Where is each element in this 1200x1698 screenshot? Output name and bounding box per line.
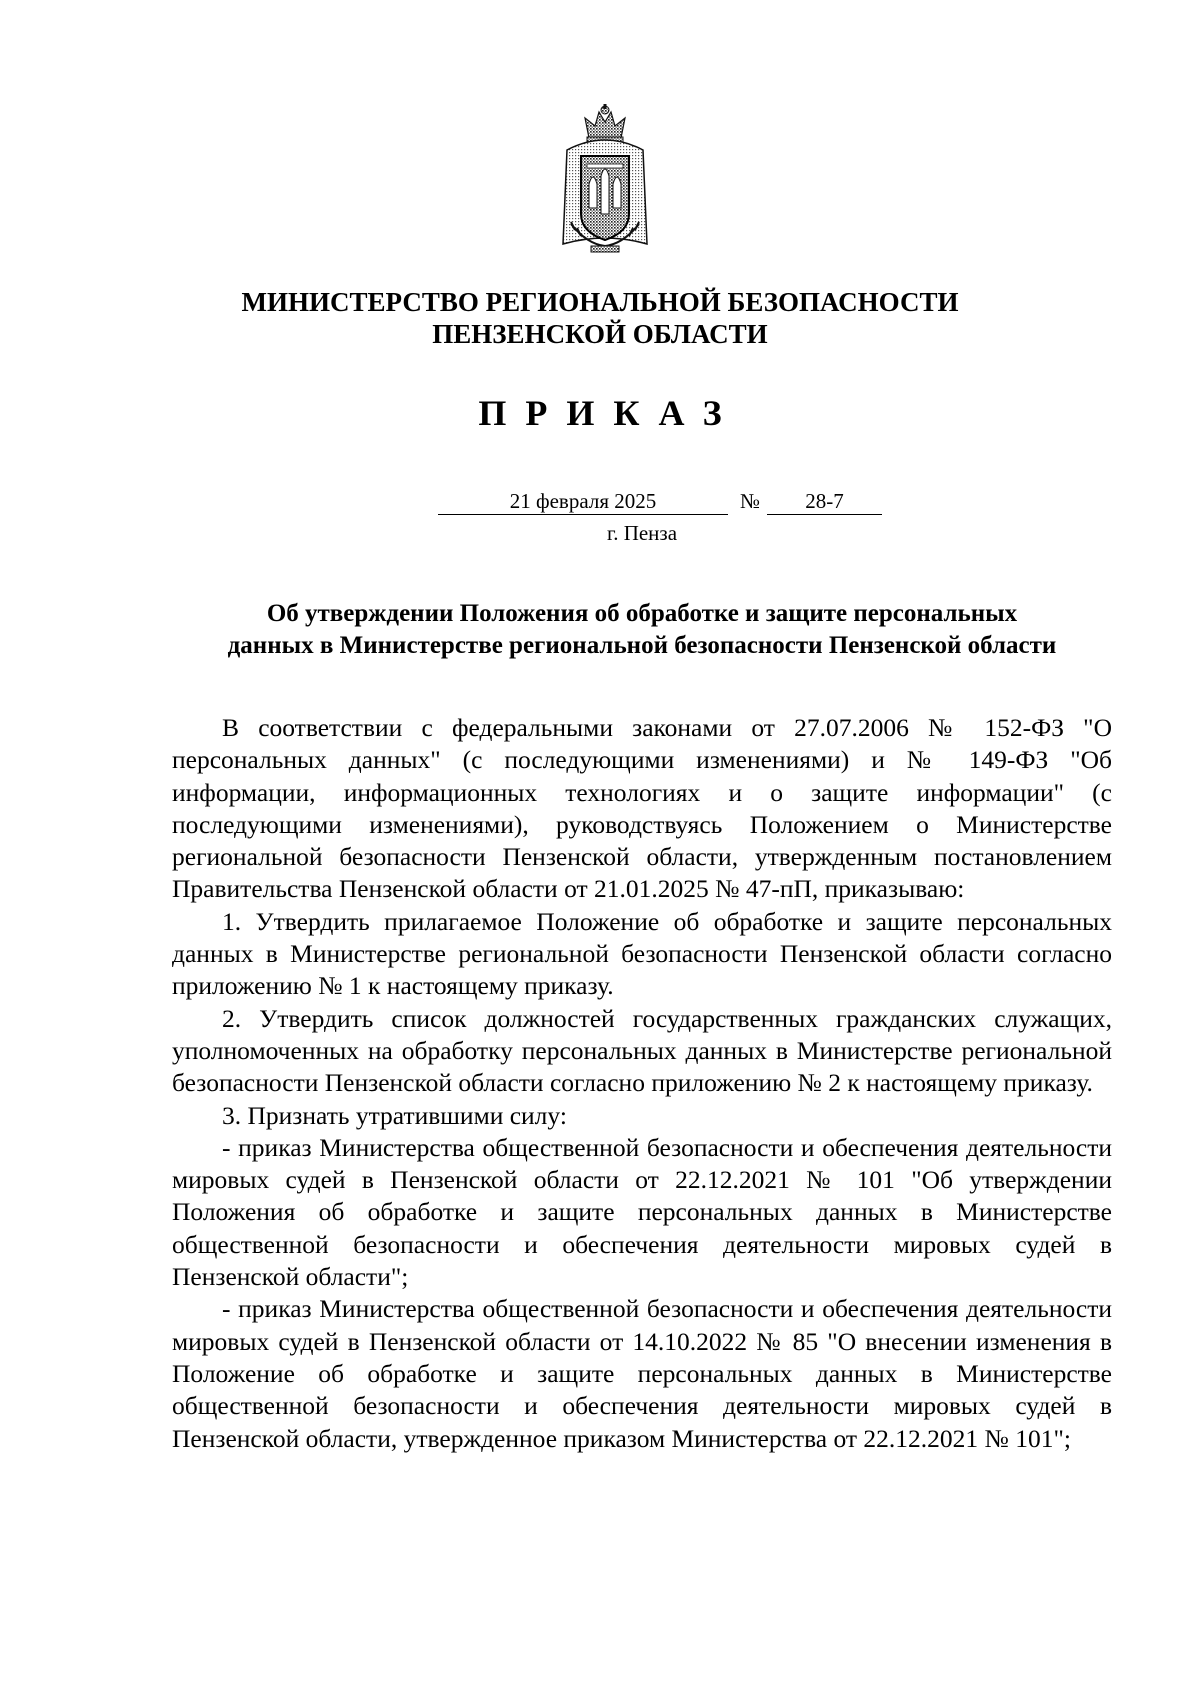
subject-line1: Об утверждении Положения об обработке и защите персональных bbox=[266, 600, 1018, 627]
body-paragraph-item-2: 2. Утвердить список должностей государственных гражданских служащих, уполномоченных на обработку персональных данных в Министерстве региональной безопасности Пензенской области согласно приложению № 2 к настоящему приказу. bbox=[172, 1003, 1112, 1098]
body-paragraph-repealed-1: - приказ Министерства общественной безопасности и обеспечения деятельности мировых судей в Пензенской области от 22.12.2021 № 101 "Об утверждении Положения об обработке и защите персональных данных в Министерстве общественной безопасности и обеспечения деятельности мировых судей в Пензенской области"; bbox=[172, 1132, 1112, 1292]
document-type-title: ПРИКАЗ bbox=[478, 393, 741, 433]
order-body bbox=[172, 712, 1112, 1455]
order-number: 28-7 bbox=[767, 488, 882, 515]
issue-city: г. Пенза bbox=[606, 521, 678, 545]
body-paragraph-repealed-2: - приказ Министерства общественной безопасности и обеспечения деятельности мировых судей в Пензенской области от 14.10.2022 № 85 "О внесении изменения в Положение об обработке и защите персональных данных в Министерстве общественной безопасности и обеспечения деятельности мировых судей в Пензенской области, утвержденное приказом Министерства от 22.12.2021 № 101"; bbox=[172, 1294, 1112, 1453]
body-paragraph-item-3: 3. Признать утратившими силу: bbox=[222, 1100, 567, 1130]
order-subject bbox=[172, 598, 1112, 662]
ministry-name-line1: МИНИСТЕРСТВО РЕГИОНАЛЬНОЙ БЕЗОПАСНОСТИ bbox=[241, 287, 959, 317]
body-paragraph-item-1: 1. Утвердить прилагаемое Положение об обработке и защите персональных данных в Министерстве региональной безопасности Пензенской области согласно приложению № 1 к настоящему приказу. bbox=[172, 906, 1112, 1001]
number-sign: № bbox=[740, 489, 761, 513]
coat-of-arms-icon bbox=[557, 104, 653, 256]
subject-line2: данных в Министерстве региональной безопасности Пензенской области bbox=[227, 632, 1057, 659]
body-paragraph-preamble: В соответствии с федеральными законами от 27.07.2006 № 152-ФЗ "О персональных данных" (с последующими изменениями) и № 149-ФЗ "Об информации, информационных технологиях и о защите информации" (с последующими изменениями), руководствуясь Положением о Министерстве региональной безопасности Пензенской области, утвержденным постановлением Правительства Пензенской области от 21.01.2025 № 47-пП, приказываю: bbox=[172, 713, 1112, 904]
ministry-name-line2: ПЕНЗЕНСКОЙ ОБЛАСТИ bbox=[432, 319, 768, 349]
order-date: 21 февраля 2025 bbox=[438, 488, 728, 515]
